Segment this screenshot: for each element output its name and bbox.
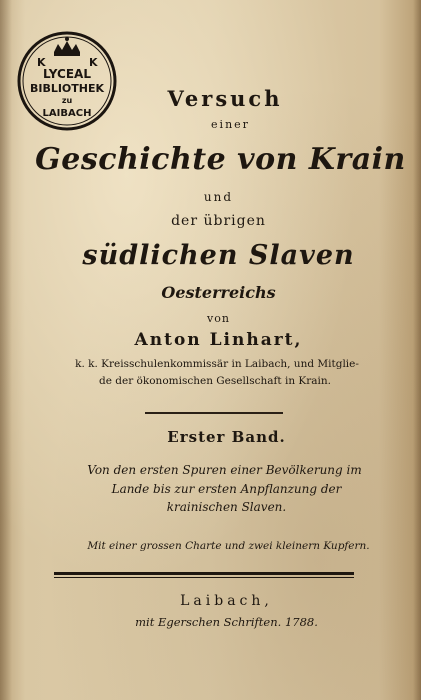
- second-title: südlichen Slaven: [82, 240, 355, 271]
- stamp-line-laibach: LAIBACH: [42, 108, 92, 119]
- word-oesterreichs: Oesterreichs: [161, 283, 276, 302]
- page-shadow-left: [0, 0, 12, 700]
- word-versuch: Versuch: [167, 86, 283, 111]
- volume-label: Erster Band.: [167, 428, 286, 446]
- imprint-publisher: mit Egerschen Schriften. 1788.: [135, 615, 318, 629]
- library-stamp: [16, 30, 118, 132]
- double-rule-thick: [54, 572, 354, 575]
- stamp-line-lyceal: LYCEAL: [43, 67, 91, 81]
- main-title: Geschichte von Krain: [35, 142, 406, 177]
- description-line-3: krainischen Slaven.: [166, 500, 287, 514]
- word-der-uebrigen: der übrigen: [171, 213, 266, 229]
- stamp-k-left: K: [37, 56, 46, 69]
- author-name: Anton Linhart,: [134, 330, 303, 350]
- author-affiliation-line-1: k. k. Kreisschulenkommissär in Laibach, und Mitglie-: [75, 358, 359, 370]
- description-line-1: Von den ersten Spuren einer Bevölkerung im: [87, 463, 362, 477]
- word-von: von: [207, 312, 230, 325]
- imprint-place: Laibach,: [180, 593, 273, 609]
- crown-icon: [54, 37, 80, 56]
- stamp-line-bibliothek: BIBLIOTHEK: [29, 82, 105, 95]
- description-line-2: Lande bis zur ersten Anpflanzung der: [111, 482, 342, 496]
- double-rule-thin: [54, 577, 354, 578]
- maps-note: Mit einer grossen Charte und zwei kleinern Kupfern.: [87, 540, 370, 552]
- divider-rule: [145, 412, 283, 414]
- author-affiliation-line-2: de der ökonomischen Gesellschaft in Krain.: [98, 375, 331, 387]
- word-einer: einer: [211, 118, 250, 131]
- stamp-line-zu: zu: [61, 96, 73, 105]
- stamp-k-right: K: [89, 56, 98, 69]
- word-und: und: [203, 190, 234, 204]
